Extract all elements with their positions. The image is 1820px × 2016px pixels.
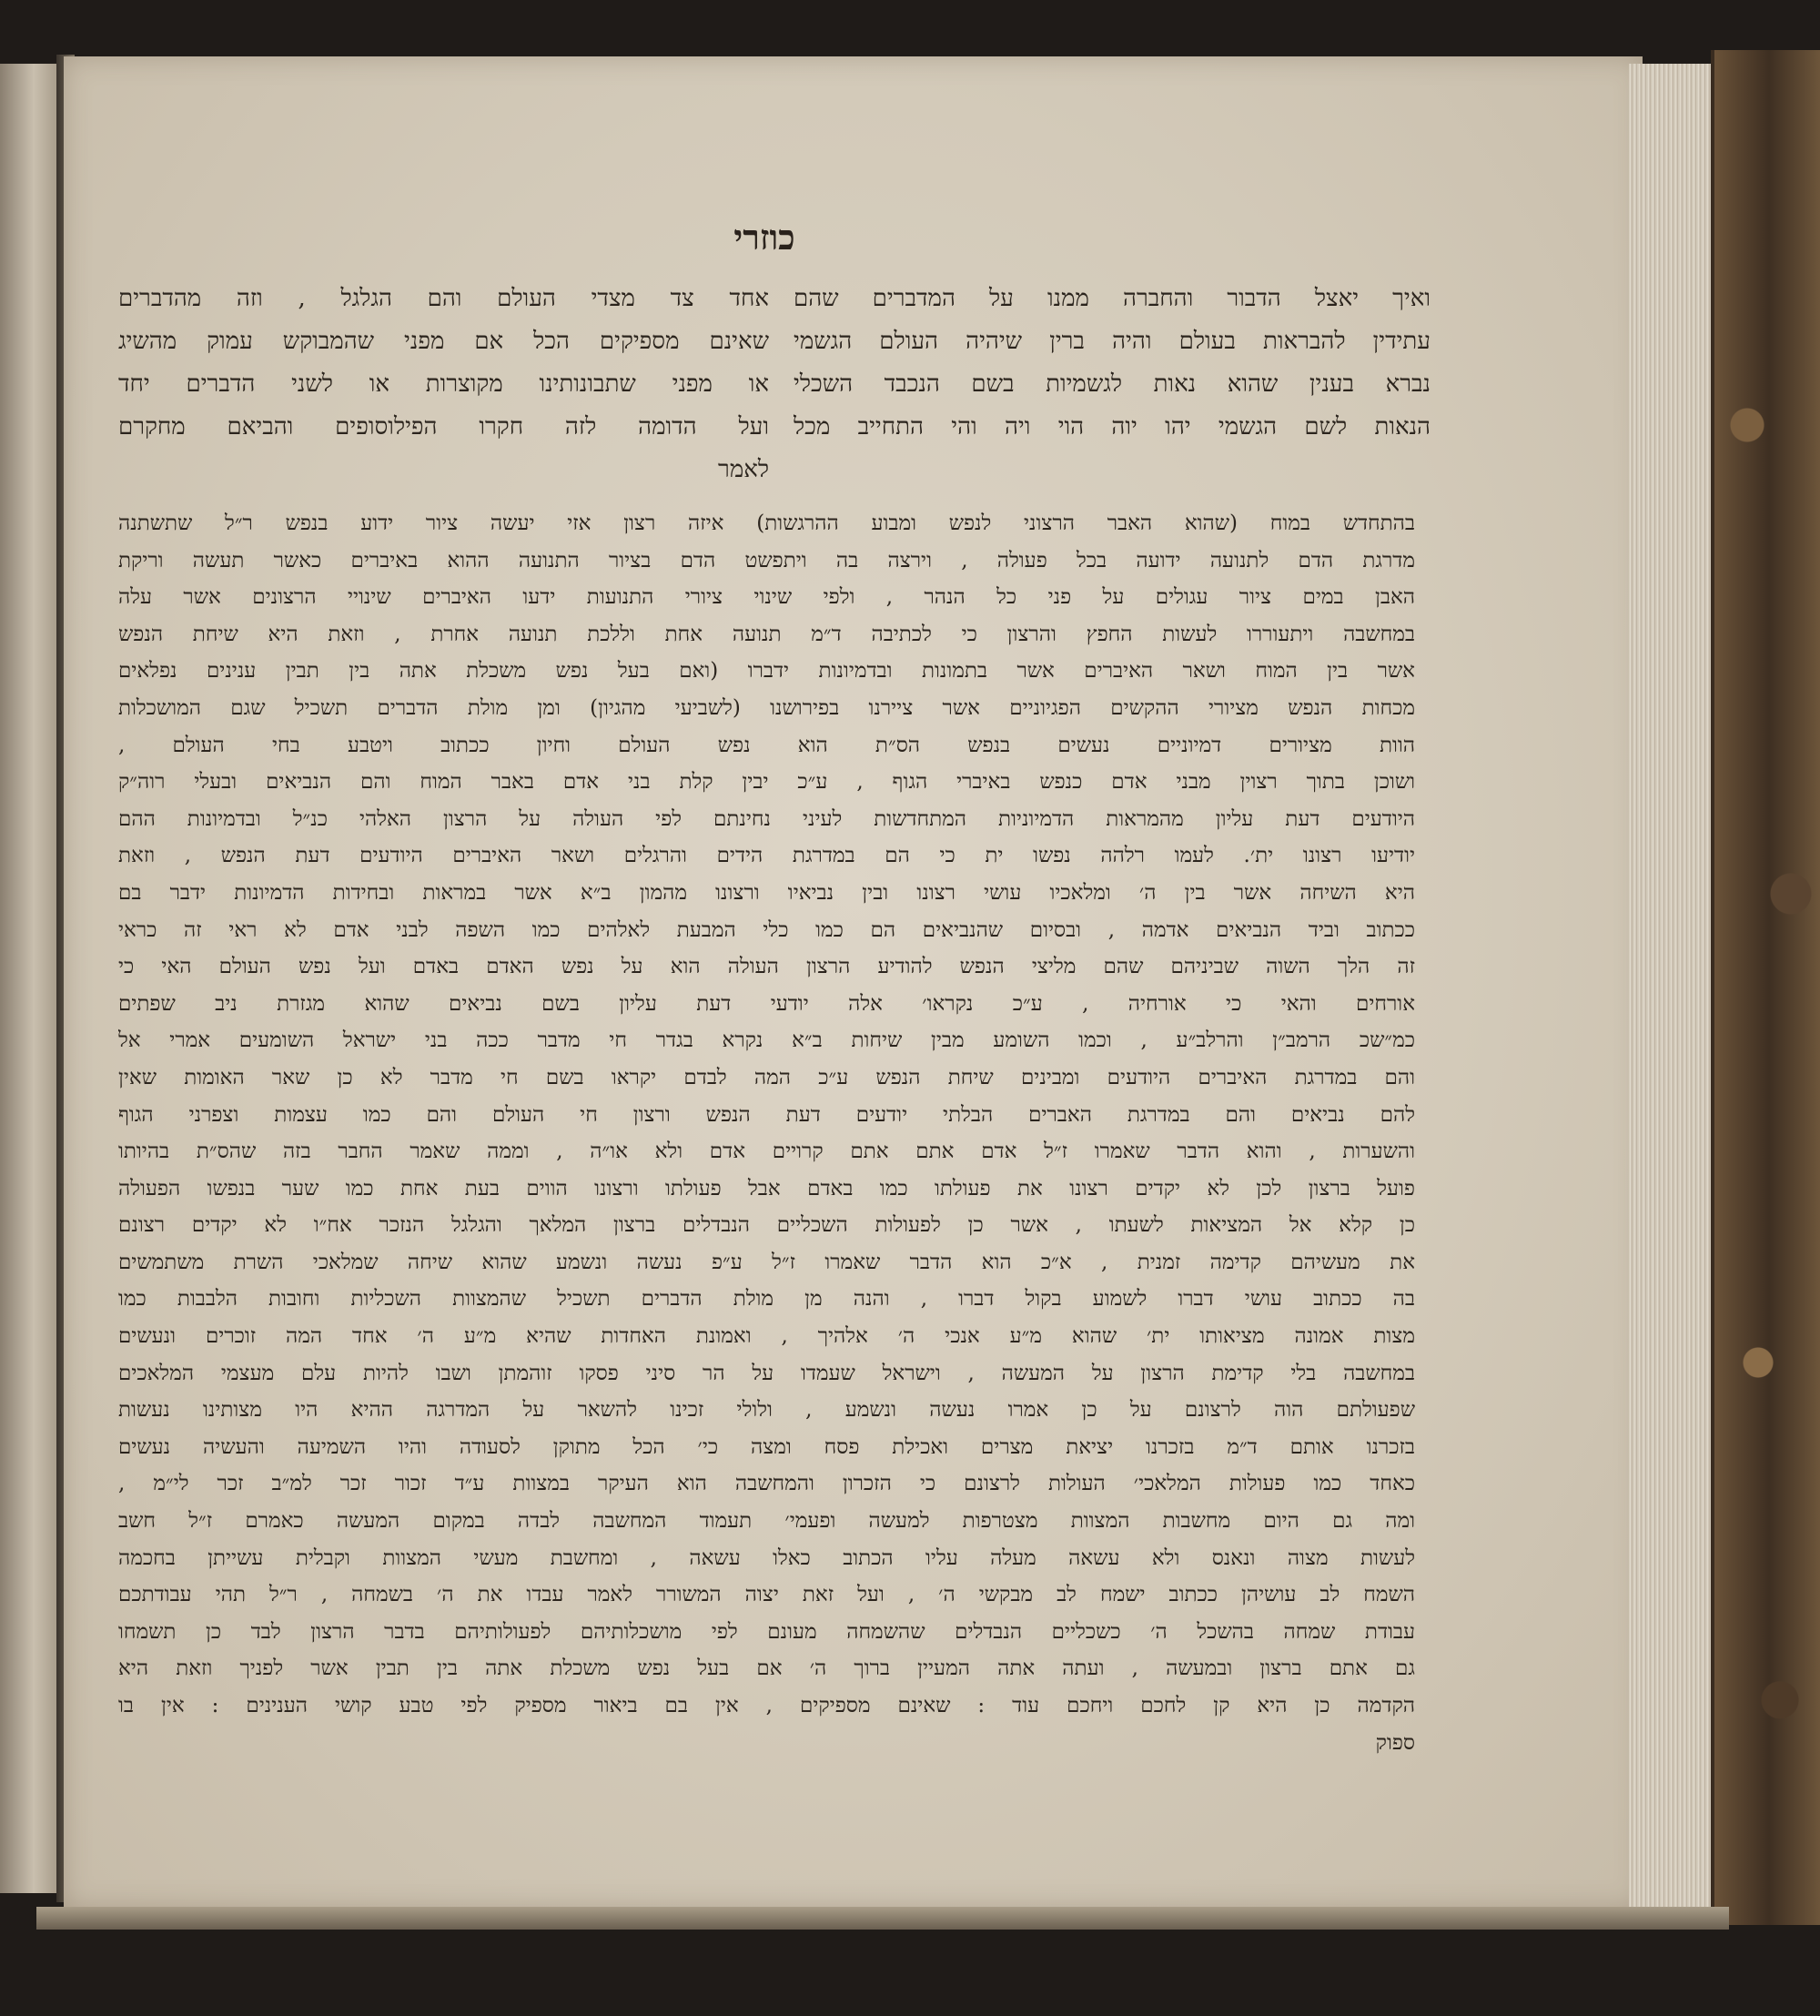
main-text-block (118, 505, 1415, 1761)
text-line: לעשות מצוה ונאנס ולא עשאה מעלה עליו הכתוב כאלו עשאה , ומחשבת מעשי המצוות וקבלית עשייתן בחכמה (118, 1545, 1415, 1570)
text-line: עתידין להבראות בעולם והיה ברין שיהיה העולם הגשמי (794, 328, 1431, 355)
text-line: מצות אמונה מציאותו ית׳ שהוא מ״ע אנכי ה׳ אלהיך , ואמונת האחדות שהיא מ״ע ה׳ אחד המה זוכרים ונעשים (118, 1324, 1415, 1349)
marbled-cover (1711, 50, 1820, 1925)
text-line: להם נביאים והם במדרגת האברים הבלתי יודעים דעת הנפש ורצון חי העולם והם כמו עצמות וצפרני הגוף (118, 1102, 1415, 1127)
text-line: ושוכן בתוך רצוין מבני אדם כנפש באיברי הגוף , ע״כ יבין קלת בני אדם באבר המוח והם הנביאים ובעלי רוה״ק (118, 770, 1415, 795)
text-line: הקדמה כן היא קן לחכם ויחכם עוד : שאינם מספיקים , אין בם ביאור מספיק לפי טבע קושי הענינים : אין בו (118, 1694, 1415, 1717)
text-line: זה הלך השוה שביניהם שהם מליצי הנפש להודיע הרצון העולה הוא על נפש האדם באדם ועל נפש העולם האי כי (118, 955, 1415, 979)
text-line: את מעשיהם קדימה זמנית , א״כ הוא הדבר שאמרו ז״ל ע״פ נעשה ונשמע שהוא שיחה שמלאכי השרת משתמשים (118, 1250, 1415, 1274)
text-line: בה ככתוב עושי דברו לשמוע בקול דברו , והנה מן מולת הדברים תשכיל שהמצוות השכליות וחובות הלבבות כמו (118, 1287, 1415, 1312)
text-line: מכחות הנפש מציורי ההקשים הפגיוניים אשר ציירנו בפירושנו (לשביעי מהגיון) ומן מולת הדברים תשכיל שגם המושכלות (118, 695, 1415, 720)
text-line: בזכרנו אותם ד״מ בזכרנו יציאת מצרים ואכילת פסח ומצה כי׳ הכל מתוקן לסעודה והיו השמיעה והעשיה נעשים (118, 1434, 1415, 1459)
text-line: עבודת שמחה בהשכל ה׳ כשכליים הנבדלים שהשמחה מעונם לפי מושכלותיהם לפעולותיהם בדבר הרצון לבד כן תשמחו (118, 1619, 1415, 1644)
text-line: בהתחדש במוח (שהוא האבר הרצוני לנפש ומבוע ההרגשות) איזה רצון אזי יעשה ציור ידוע בנפש ר״ל שתשתנה (118, 512, 1415, 535)
running-head: כוזרי (733, 217, 795, 258)
text-line: מדרגת הדם לתנועה ידועה בכל פעולה , וירצה בה ויתפשט הדם בציור התנועה ההוא באיברים כאשר תעשה וריקת (118, 548, 1415, 572)
text-line: כמ״שכ הרמב״ן והרלב״ע , וכמו השומע מבין שיחות ב״א נקרא בגדר חי מדבר ככה בני ישראל השומעים אמרי אל (118, 1028, 1415, 1053)
text-line: שפעולתם הוה לרצונם על כן אמרו נעשה ונשמע , ולולי זכינו להשאר על המדרגה ההיא היו מצותינו נעשות (118, 1398, 1415, 1423)
text-line: אורחים והאי כי אורחיה , ע״כ נקראו׳ אלה יודעי דעת עליון בשם נביאים שהוא מגזרת ניב שפתים (118, 991, 1415, 1016)
text-line: אחד צד מצדי העולם והם הגלגל , וזה מהדברים (118, 285, 769, 312)
text-line: אשר בין המוח ושאר האיברים אשר בתמונות ובדמיונות ידברו (ואם בעל נפש משכלת אתה בין תבין ענינים נפלאים (118, 659, 1415, 684)
text-line: ואיך יאצל הדבור והחברה ממנו על המדברים שהם (794, 285, 1431, 312)
text-line: ככתוב וביד הנביאים אדמה , ובסיום שהנביאים הם כמו כלי המבעת לאלהים כמו השפה לבני אדם לא ראי זה כראי (118, 917, 1415, 942)
text-line: יודיעו רצונו ית׳. לעמו רלהה נפשו ית כי הם במדרגת הידים והרגלים ושאר האיברים היודעים דעת הנפש , וזאת (118, 844, 1415, 868)
text-line: נברא בענין שהוא נאות לגשמיות בשם הנכבד השכלי (794, 370, 1431, 398)
text-line: היודעים דעת עליון מהמראות הדמיוניות המתחדשות לעיני נחינתם לפי העולה על הרצון האלהי כנ״ל ובדמיונות ההם (118, 806, 1415, 831)
page-stack-edge (1629, 64, 1717, 1911)
text-line: במחשבה ויתעוררו לעשות החפץ והרצון כי לכתיבה ד״מ תנועה אחת וללכת תנועה אחרת , וזאת היא שיחת הנפש (118, 622, 1415, 646)
text-line: לאמר (718, 456, 769, 483)
text-line: כן קלא אל המציאות לשעתו , אשר כן לפעולות השכליים הנבדלים ברצון המלאך והגלגל הנזכר אח״ו לא יקדים רצונם (118, 1213, 1415, 1238)
text-line: הנאות לשם הגשמי יהו יוה הוי ויה והי התחייב מכל (794, 413, 1431, 441)
commentary-column-right (794, 278, 1431, 449)
commentary-column-left (118, 278, 769, 491)
text-line: הוות מציורים דמיוניים נעשים בנפש הס״ת הוא נפש העולם וחיון ככתוב ויטבע בחי העולם , (118, 733, 1415, 757)
text-line: כאחד כמו פעולות המלאכי׳ העולות לרצונם כי הזכרון והמחשבה הוא העיקר במצוות ע״ד זכור זכר למ״ב זכר לי״מ , (118, 1472, 1415, 1496)
text-line: פועל ברצון לכן לא יקדים רצונו את פעולתו כמו באדם אבל פעולתו ורצונו הווים בעת אחת כמו שער בנפשו הפעולה (118, 1176, 1415, 1200)
text-line: או מפני שתבונותינו מקוצרות או לשני הדברים יחד (118, 370, 769, 398)
text-line: היא השיחה אשר בין ה׳ ומלאכיו עושי רצונו ובין נביאיו ורצונו מהמון ב״א אשר במראות ובחידות הדמיונות ידבר בם (118, 880, 1415, 905)
page-bottom-edge (36, 1907, 1729, 1930)
text-line: במחשבה בלי קדימת הרצון על המעשה , וישראל שעמדו על הר סיני פסקו זוהמתן ושבו להיות עלם מעצמי המלאכים (118, 1361, 1415, 1385)
text-line: האבן במים ציור עגולים על פני כל הנהר , ולפי שינוי ציורי התנועות ידעו האיברים שינויי הרצונים אשר עלה (118, 585, 1415, 610)
facing-page-edge (0, 64, 59, 1893)
text-line: ספוק (1375, 1730, 1415, 1755)
text-line: והשערות , והוא הדבר שאמרו ז״ל אדם אתם אתם קרויים אדם ולא או״ה , וממה שאמר החבר בזה שהס״ת בהיותו (118, 1140, 1415, 1164)
text-line: השמח לב עושיהן ככתוב ישמח לב מבקשי ה׳ , ועל זאת יצוה המשורר לאמר עבדו את ה׳ בשמחה , ר״ל תהי עבודתכם (118, 1583, 1415, 1607)
text-line: שאינם מספיקים הכל אם מפני שהמבוקש עמוק מהשיג (118, 328, 769, 355)
text-line: ומה גם היום מחשבות המצוות מצטרפות למעשה ופעמי׳ תעמוד המחשבה לבדה במקום המעשה כאמרם ז״ל חשב (118, 1509, 1415, 1534)
text-line: והם במדרגת האיברים היודעים ומבינים שיחת הנפש ע״כ המה לבדם יקראו בשם חי מדבר לא כן שאר האומות שאין (118, 1065, 1415, 1089)
text-line: ועל הדומה לזה חקרו הפילוסופים והביאם מחקרם (118, 413, 769, 441)
text-line: גם אתם ברצון ובמעשה , ועתה אתה המעיין ברוך ה׳ אם בעל נפש משכלת אתה בין תבין אשר לפניך וזאת היא (118, 1656, 1415, 1681)
